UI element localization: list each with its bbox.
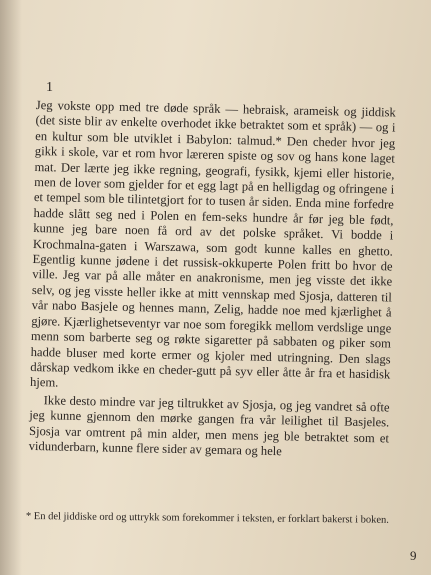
paragraph-2: Ikke desto mindre var jeg tiltrukket av Sjosja, og jeg vandret så ofte jeg kunne gjennom den mørke gangen fra vår leilighet til Basjeles. Sjosja var omtrent på min alder, men mens jeg ble betraktet som et vidunderbarn, kunne flere sider av gemara og hele <box>28 392 390 459</box>
page-gutter-shadow <box>0 0 22 575</box>
body-text <box>29 98 396 462</box>
paragraph-1: Jeg vokste opp med tre døde språk — hebraisk, arameisk og jiddisk (det siste blir av enkelte overhodet ikke betraktet som et språk) — og i en kultur som ble utviklet i Babylon: talmud.* Den cheder hvor jeg gikk i skole, var et rom hvor læreren spiste og sov og hans kone laget mat. Der lærte jeg ikke regning, geografi, fysikk, kjemi eller historie, men de lover som gjelder for et egg lagt på en helligdag og ofringene i et tempel som ble tilintetgjort for to tusen år siden. Enda mine forfedre hadde slått seg ned i Polen en fem-seks hundre år før jeg ble født, kunne jeg bare noen få ord av det polske språket. Vi bodde i Krochmalna-gaten i Warszawa, som godt kunne kalles en ghetto. Egentlig kunne jødene i det russisk-okkuperte Polen fritt bo hvor de ville. Jeg var på alle måter en anakronisme, men jeg visste det ikke selv, og jeg visste heller ikke at mitt vennskap med Sjosja, datteren til vår nabo Basjele og hennes mann, Zelig, hadde noe med kjærlighet å gjøre. Kjærlighetseventyr var noe som foregikk mellom verdslige unge menn som barberte seg og røkte sigaretter på sabbaten og piker som hadde bluser med korte ermer og kjoler med utringning. Den slags dårskap vedkom ikke en cheder-gutt på syv eller åtte år fra et hasidisk hjem. <box>29 98 396 390</box>
chapter-number: 1 <box>46 80 53 95</box>
page-number: 9 <box>410 548 417 563</box>
footnote: * En del jiddiske ord og uttrykk som forekommer i teksten, er forklart bakerst i boken. <box>25 510 390 526</box>
